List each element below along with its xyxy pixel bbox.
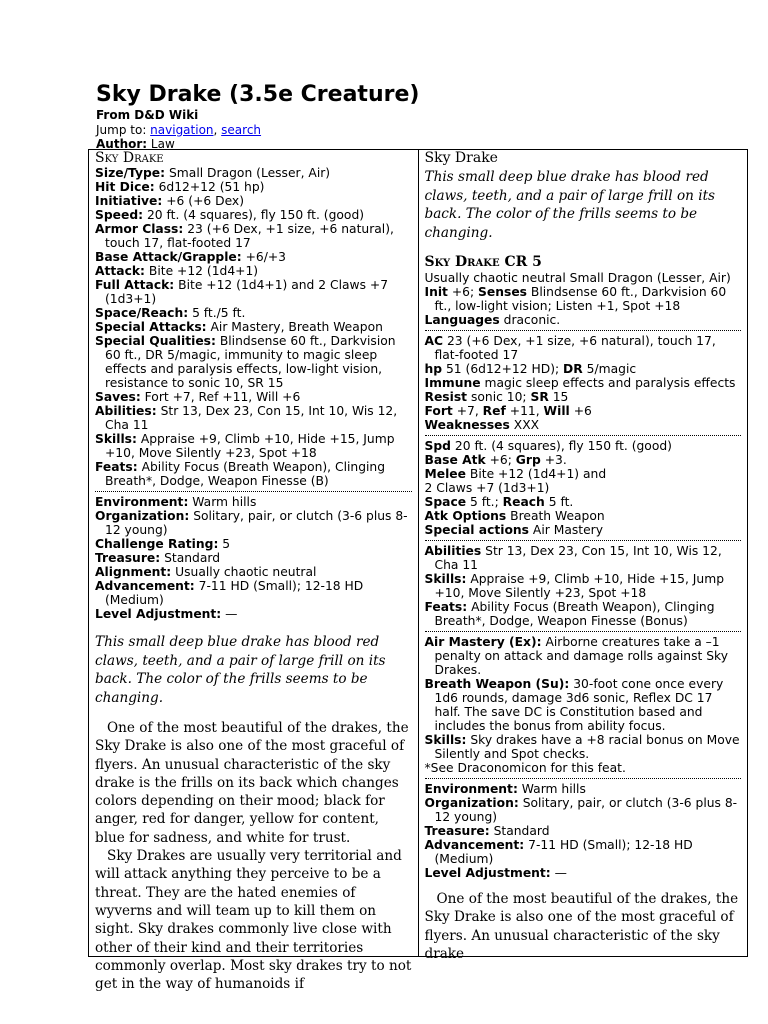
stat-label: Feats: <box>424 600 468 614</box>
stat-value: magic sleep effects and paralysis effects <box>484 376 736 390</box>
stat-line <box>425 439 742 453</box>
stat-label: Treasure: <box>424 824 490 838</box>
stat-label: Will <box>543 404 570 418</box>
stat-label: Weaknesses <box>424 418 510 432</box>
stat-value: 5 <box>222 537 231 551</box>
stat-value: Small Dragon (Lesser, Air) <box>169 166 331 180</box>
stat-line <box>425 572 742 600</box>
stat-label: hp <box>424 362 443 376</box>
stat-value: 5 ft.; <box>470 495 503 509</box>
stat-value: Ability Focus (Breath Weapon), Clinging Breath*, Dodge, Weapon Finesse (Bonus) <box>434 600 715 628</box>
stat-line <box>425 796 742 824</box>
stat-value: 7-11 HD (Small); 12-18 HD (Medium) <box>105 579 364 607</box>
stat-line <box>425 600 742 628</box>
stat-label: Atk Options <box>424 509 507 523</box>
stat-label: Initiative: <box>95 194 163 208</box>
stat-line <box>425 285 742 313</box>
stat-line <box>95 250 412 264</box>
stat-value: +6; <box>489 453 516 467</box>
right-block-5 <box>425 635 742 775</box>
stat-value: Str 13, Dex 23, Con 15, Int 10, Wis 12, Cha 11 <box>434 544 722 572</box>
stat-value: 30-foot cone once every 1d6 rounds, damage 3d6 sonic, Reflex DC 17 half. The save DC is Constitution based and includes the bonus from ability focus. <box>434 677 724 733</box>
stat-value: +6 <box>573 404 592 418</box>
stat-line <box>425 838 742 866</box>
stat-value: 6d12+12 (51 hp) <box>158 180 265 194</box>
stat-value: 20 ft. (4 squares), fly 150 ft. (good) <box>454 439 672 453</box>
stat-value: — <box>554 866 567 880</box>
search-link[interactable]: search <box>221 122 262 137</box>
right-column <box>418 150 748 962</box>
left-stats <box>95 166 412 488</box>
stat-label: Speed: <box>95 208 144 222</box>
stat-line <box>95 222 412 250</box>
left-column <box>89 150 419 993</box>
stat-value: Ability Focus (Breath Weapon), Clinging Breath*, Dodge, Weapon Finesse (B) <box>105 460 386 488</box>
stat-label: Feats: <box>95 460 138 474</box>
left-heading: Sky Drake <box>95 150 164 166</box>
stat-label: Base Attack/Grapple: <box>95 250 242 264</box>
stat-label: Fort <box>424 404 453 418</box>
stat-value: — <box>225 607 238 621</box>
stat-line <box>95 495 412 509</box>
stat-line <box>425 271 742 285</box>
stat-value: +3. <box>544 453 567 467</box>
stat-label: SR <box>530 390 549 404</box>
stat-value: Str 13, Dex 23, Con 15, Int 10, Wis 12, Cha 11 <box>105 404 398 432</box>
stat-value: 5 ft. <box>548 495 574 509</box>
statblock-table <box>88 149 748 993</box>
stat-line <box>95 579 412 607</box>
stat-line <box>425 481 742 495</box>
site-subtitle: From D&D Wiki <box>96 108 199 122</box>
divider <box>425 631 742 632</box>
stat-value: Air Mastery, Breath Weapon <box>210 320 383 334</box>
stat-value: 23 (+6 Dex, +1 size, +6 natural), touch 17, flat-footed 17 <box>434 334 716 362</box>
stat-value: *See Draconomicon for this feat. <box>424 761 626 775</box>
stat-label: Grp <box>515 453 541 467</box>
stat-line <box>95 404 412 432</box>
stat-line <box>425 313 742 327</box>
stat-line <box>95 278 412 306</box>
stat-line <box>95 320 412 334</box>
stat-label: Space <box>424 495 467 509</box>
stat-line <box>425 362 742 376</box>
stat-value: Usually chaotic neutral <box>175 565 317 579</box>
jump-links: Jump to: navigation, search <box>96 122 262 137</box>
stat-line <box>425 495 742 509</box>
stat-line <box>425 523 742 537</box>
left-stats-2 <box>95 495 412 621</box>
stat-line <box>425 782 742 796</box>
stat-line <box>95 166 412 180</box>
stat-value: 5/magic <box>586 362 637 376</box>
stat-value: 5 ft./5 ft. <box>192 306 246 320</box>
stat-line <box>425 467 742 481</box>
right-block-6 <box>425 782 742 880</box>
right-block-4 <box>425 544 742 628</box>
stat-line <box>425 824 742 838</box>
stat-line <box>425 544 742 572</box>
stat-value: +6; <box>451 285 479 299</box>
stat-line <box>425 390 742 404</box>
stat-label: Immune <box>424 376 481 390</box>
stat-value: Air Mastery <box>532 523 603 537</box>
stat-value: Solitary, pair, or clutch (3-6 plus 8-12 young) <box>434 796 738 824</box>
stat-label: Hit Dice: <box>95 180 155 194</box>
stat-line <box>95 306 412 320</box>
stat-label: Skills: <box>95 432 137 446</box>
stat-value: Standard <box>164 551 221 565</box>
left-paragraph-1: One of the most beautiful of the drakes, the Sky Drake is also one of the most graceful of flyers. An unusual characteristic of the sky drake is the frills on its back which changes colors depending on their mood; black for anger, red for danger, yellow for content, blue for sadness, and white for trust. <box>95 720 409 846</box>
stat-value: draconic. <box>503 313 561 327</box>
stat-line <box>95 180 412 194</box>
stat-line <box>95 432 412 460</box>
stat-value: Solitary, pair, or clutch (3-6 plus 8-12 young) <box>105 509 408 537</box>
stat-label: Organization: <box>95 509 190 523</box>
stat-line <box>425 334 742 362</box>
stat-value: +11, <box>509 404 544 418</box>
stat-value: Warm hills <box>521 782 586 796</box>
stat-label: Advancement: <box>95 579 195 593</box>
stat-label: DR <box>563 362 583 376</box>
stat-value: 2 Claws +7 (1d3+1) <box>424 481 550 495</box>
stat-value: Sky drakes have a +8 racial bonus on Move Silently and Spot checks. <box>434 733 740 761</box>
stat-label: Challenge Rating: <box>95 537 219 551</box>
stat-value: Fort +7, Ref +11, Will +6 <box>144 390 301 404</box>
stat-label: Abilities <box>424 544 482 558</box>
stat-value: +6 (+6 Dex) <box>166 194 244 208</box>
stat-line <box>425 418 742 432</box>
page-title: Sky Drake (3.5e Creature) <box>96 82 420 107</box>
stat-line <box>425 453 742 467</box>
stat-value: 7-11 HD (Small); 12-18 HD (Medium) <box>434 838 693 866</box>
stat-line <box>425 509 742 523</box>
divider <box>95 491 412 492</box>
stat-line <box>95 208 412 222</box>
stat-label: Ref <box>482 404 506 418</box>
stat-label: Alignment: <box>95 565 172 579</box>
stat-label: Full Attack: <box>95 278 175 292</box>
stat-value: sonic 10; <box>470 390 531 404</box>
author-line: Author: Law <box>96 137 175 151</box>
stat-line <box>425 866 742 880</box>
stat-label: Attack: <box>95 264 145 278</box>
stat-line <box>425 733 742 761</box>
stat-label: Abilities: <box>95 404 157 418</box>
stat-value: 15 <box>552 390 569 404</box>
cr-heading: Sky Drake CR 5 <box>424 254 542 270</box>
stat-value: Appraise +9, Climb +10, Hide +15, Jump +10, Move Silently +23, Spot +18 <box>105 432 395 460</box>
stat-label: Air Mastery (Ex): <box>424 635 542 649</box>
stat-label: Saves: <box>95 390 141 404</box>
stat-value: Airborne creatures take a –1 penalty on attack and damage rolls against Sky Drakes. <box>434 635 728 677</box>
article <box>95 82 748 993</box>
stat-label: Advancement: <box>424 838 525 852</box>
stat-value: Usually chaotic neutral Small Dragon (Lesser, Air) <box>424 271 731 285</box>
stat-label: Size/Type: <box>95 166 166 180</box>
right-heading: Sky Drake <box>424 150 498 166</box>
stat-label: Space/Reach: <box>95 306 189 320</box>
stat-label: Melee <box>424 467 466 481</box>
right-block-1 <box>425 271 742 327</box>
stat-label: Skills: <box>424 572 467 586</box>
left-description: This small deep blue drake has blood red claws, teeth, and a pair of large frill on its back. The color of the frills seems to be changing. <box>95 634 386 706</box>
stat-line <box>95 390 412 404</box>
stat-line <box>95 509 412 537</box>
stat-line <box>425 376 742 390</box>
stat-value: +7, <box>456 404 483 418</box>
stat-label: Special actions <box>424 523 529 537</box>
stat-line <box>95 551 412 565</box>
stat-label: Languages <box>424 313 500 327</box>
divider <box>425 540 742 541</box>
stat-value: Blindsense 60 ft., Darkvision 60 ft., DR 5/magic, immunity to magic sleep effects and paralysis effects, low-light vision, resistance to sonic 10, SR 15 <box>105 334 396 390</box>
divider <box>425 778 742 779</box>
stat-value: 23 (+6 Dex, +1 size, +6 natural), touch 17, flat-footed 17 <box>105 222 394 250</box>
stat-label: Senses <box>478 285 527 299</box>
divider <box>425 435 742 436</box>
stat-label: Environment: <box>424 782 518 796</box>
stat-value: Bite +12 (1d4+1) <box>148 264 259 278</box>
stat-label: Base Atk <box>424 453 486 467</box>
right-block-3 <box>425 439 742 537</box>
stat-label: Init <box>424 285 448 299</box>
stat-line <box>425 677 742 733</box>
stat-value: Bite +12 (1d4+1) and 2 Claws +7 (1d3+1) <box>105 278 389 306</box>
stat-label: Special Attacks: <box>95 320 207 334</box>
stat-label: Level Adjustment: <box>424 866 551 880</box>
stat-label: Armor Class: <box>95 222 184 236</box>
divider <box>425 330 742 331</box>
stat-label: Special Qualities: <box>95 334 216 348</box>
stat-value: Breath Weapon <box>510 509 605 523</box>
stat-label: Spd <box>424 439 451 453</box>
stat-label: Treasure: <box>95 551 161 565</box>
stat-label: Breath Weapon (Su): <box>424 677 570 691</box>
stat-value: Warm hills <box>192 495 257 509</box>
stat-line <box>425 404 742 418</box>
stat-line <box>95 264 412 278</box>
stat-label: Level Adjustment: <box>95 607 222 621</box>
stat-line <box>95 194 412 208</box>
stat-line <box>95 537 412 551</box>
stat-line <box>425 635 742 677</box>
stat-label: Skills: <box>424 733 467 747</box>
stat-line <box>95 565 412 579</box>
stat-label: Organization: <box>424 796 519 810</box>
stat-value: +6/+3 <box>245 250 287 264</box>
stat-label: Environment: <box>95 495 189 509</box>
stat-value: Bite +12 (1d4+1) and <box>469 467 607 481</box>
stat-value: Blindsense 60 ft., Darkvision 60 ft., low-light vision; Listen +1, Spot +18 <box>434 285 727 313</box>
stat-line <box>95 334 412 390</box>
stat-line <box>95 607 412 621</box>
stat-value: 20 ft. (4 squares), fly 150 ft. (good) <box>146 208 365 222</box>
stat-label: AC <box>424 334 444 348</box>
left-paragraph-2: Sky Drakes are usually very territorial and will attack anything they perceive to be a threat. They are the hated enemies of wyverns and will team up to kill them on sight. Sky drakes commonly live close with other of their kind and their territories commonly overlap. Most sky drakes try to not get in the way of humanoids if <box>95 848 412 993</box>
stat-value: Standard <box>493 824 550 838</box>
stat-value: 51 (6d12+12 HD); <box>445 362 564 376</box>
navigation-link[interactable]: navigation <box>150 122 214 137</box>
stat-value: XXX <box>513 418 540 432</box>
stat-value: Appraise +9, Climb +10, Hide +15, Jump +10, Move Silently +23, Spot +18 <box>434 572 724 600</box>
right-block-2 <box>425 334 742 432</box>
right-description: This small deep blue drake has blood red claws, teeth, and a pair of large frill on its back. The color of the frills seems to be changing. <box>424 169 716 241</box>
stat-line <box>425 761 742 775</box>
stat-label: Reach <box>502 495 545 509</box>
right-paragraph-1: One of the most beautiful of the drakes, the Sky Drake is also one of the most graceful of flyers. An unusual characteristic of the sky drake <box>424 891 739 962</box>
stat-line <box>95 460 412 488</box>
stat-label: Resist <box>424 390 468 404</box>
